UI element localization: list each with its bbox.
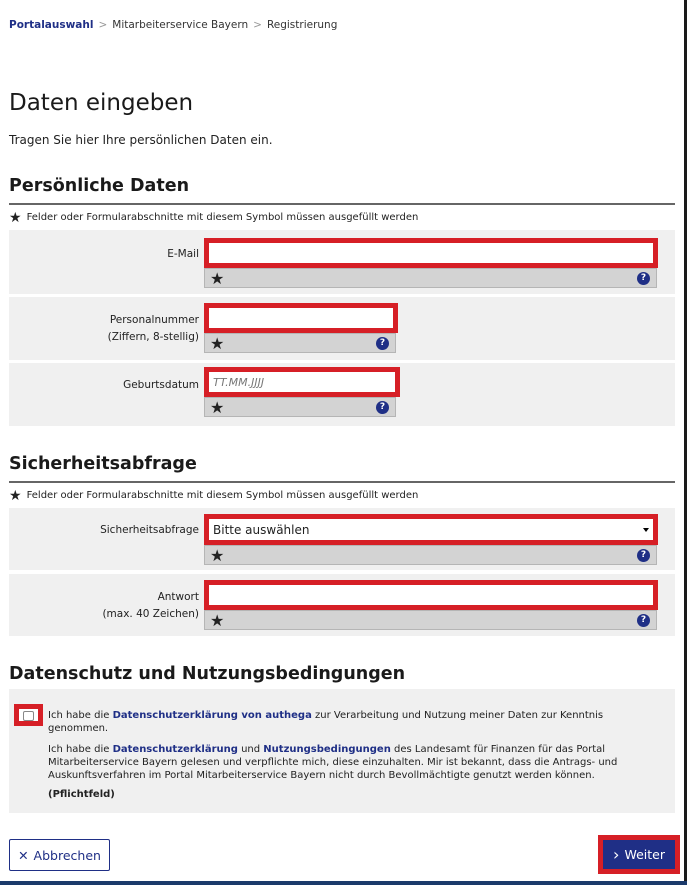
- section-divider: [9, 481, 675, 483]
- next-button-label: Weiter: [624, 847, 665, 862]
- consent-text-authega: [48, 709, 663, 735]
- consent-text-part: und: [237, 744, 264, 755]
- required-star-icon: ★: [210, 546, 225, 565]
- required-note-text: Felder oder Formularabschnitte mit diesem Symbol müssen ausgefüllt werden: [26, 212, 419, 223]
- birthdate-label: Geburtsdatum: [123, 379, 199, 391]
- required-star-icon: ★: [9, 487, 22, 504]
- close-icon: ✕: [18, 847, 29, 863]
- breadcrumb-mitarbeiterservice: Mitarbeiterservice Bayern: [112, 19, 249, 31]
- chevron-down-icon: [643, 528, 649, 532]
- required-star-icon: ★: [210, 334, 225, 353]
- breadcrumb-separator: >: [253, 19, 262, 31]
- privacy-authega-link[interactable]: Datenschutzerklärung von authega: [112, 710, 312, 721]
- required-star-icon: ★: [210, 611, 225, 630]
- required-field-note: (Pflichtfeld): [48, 789, 115, 800]
- email-label: E-Mail: [167, 248, 199, 260]
- security-answer-input[interactable]: [204, 580, 658, 610]
- page-title: Daten eingeben: [9, 90, 194, 116]
- consent-text-lff: [48, 743, 663, 782]
- help-icon[interactable]: ?: [637, 614, 650, 627]
- help-icon[interactable]: ?: [376, 401, 389, 414]
- breadcrumb-separator: >: [98, 19, 108, 31]
- section-divider: [9, 203, 675, 205]
- next-button-highlight: [598, 835, 680, 874]
- consent-text-part: des Landesamt für Finanzen für das Portal Mitarbeiterservice Bayern gelesen und verpflichte mich, diese einzuhalten. Mir ist bekannt, dass die Antrags- und Auskunftsverfahren im Portal Mitarbeiterservice Bayern nicht durch Bevollmächtigte genutzt werden können.: [48, 744, 618, 781]
- cancel-button-label: Abbrechen: [33, 847, 101, 863]
- privacy-policy-link[interactable]: Datenschutzerklärung: [112, 744, 238, 755]
- personnel-number-label-line2: (Ziffern, 8-stellig): [107, 331, 199, 343]
- help-icon[interactable]: ?: [637, 272, 650, 285]
- personnel-number-label-line1: Personalnummer: [109, 314, 199, 326]
- required-star-icon: ★: [9, 209, 22, 226]
- terms-of-use-link[interactable]: Nutzungsbedingungen: [263, 744, 391, 755]
- personnel-number-hint-bar: [204, 333, 396, 353]
- birthdate-input[interactable]: [204, 367, 400, 397]
- security-question-label: Sicherheitsabfrage: [100, 524, 199, 536]
- security-question-hint-bar: [204, 545, 657, 565]
- chevron-right-icon: ›: [613, 844, 620, 864]
- required-star-icon: ★: [210, 269, 225, 288]
- consent-text-part: Ich habe die: [48, 710, 113, 721]
- security-answer-label-line2: (max. 40 Zeichen): [102, 608, 199, 620]
- consent-text-part: zur Verarbeitung und Nutzung meiner Daten zur Kenntnis genommen.: [48, 710, 604, 734]
- section-title-personal: Persönliche Daten: [9, 176, 190, 196]
- breadcrumb-portalauswahl[interactable]: Portalauswahl: [9, 19, 94, 31]
- birthdate-hint-bar: [204, 397, 396, 417]
- breadcrumb: [9, 19, 337, 31]
- help-icon[interactable]: ?: [637, 549, 650, 562]
- cancel-button[interactable]: [9, 839, 110, 871]
- security-question-select[interactable]: [204, 514, 658, 545]
- next-button[interactable]: [603, 840, 675, 869]
- help-icon[interactable]: ?: [376, 337, 389, 350]
- personnel-number-input[interactable]: [204, 303, 398, 333]
- security-answer-label: [102, 589, 199, 623]
- required-note: [9, 209, 419, 226]
- email-hint-bar: [204, 268, 657, 288]
- required-note-text: Felder oder Formularabschnitte mit diesem Symbol müssen ausgefüllt werden: [26, 490, 419, 501]
- security-answer-label-line1: Antwort: [157, 591, 199, 603]
- security-question-selected: Bitte auswählen: [213, 522, 310, 537]
- security-answer-hint-bar: [204, 610, 657, 630]
- page-intro: Tragen Sie hier Ihre persönlichen Daten ein.: [9, 133, 273, 147]
- required-star-icon: ★: [210, 398, 225, 417]
- consent-checkbox[interactable]: [23, 711, 34, 721]
- birthdate-placeholder: TT.MM.JJJJ: [213, 375, 265, 389]
- email-input[interactable]: [204, 238, 658, 268]
- personnel-number-label: [108, 312, 199, 346]
- required-note: [9, 487, 419, 504]
- breadcrumb-registrierung: Registrierung: [266, 19, 338, 31]
- section-title-privacy: Datenschutz und Nutzungsbedingungen: [9, 664, 406, 684]
- window-edge-bottom: [0, 881, 687, 885]
- section-title-security: Sicherheitsabfrage: [9, 454, 197, 474]
- consent-text-part: Ich habe die: [48, 744, 113, 755]
- consent-checkbox-wrapper[interactable]: [14, 704, 43, 726]
